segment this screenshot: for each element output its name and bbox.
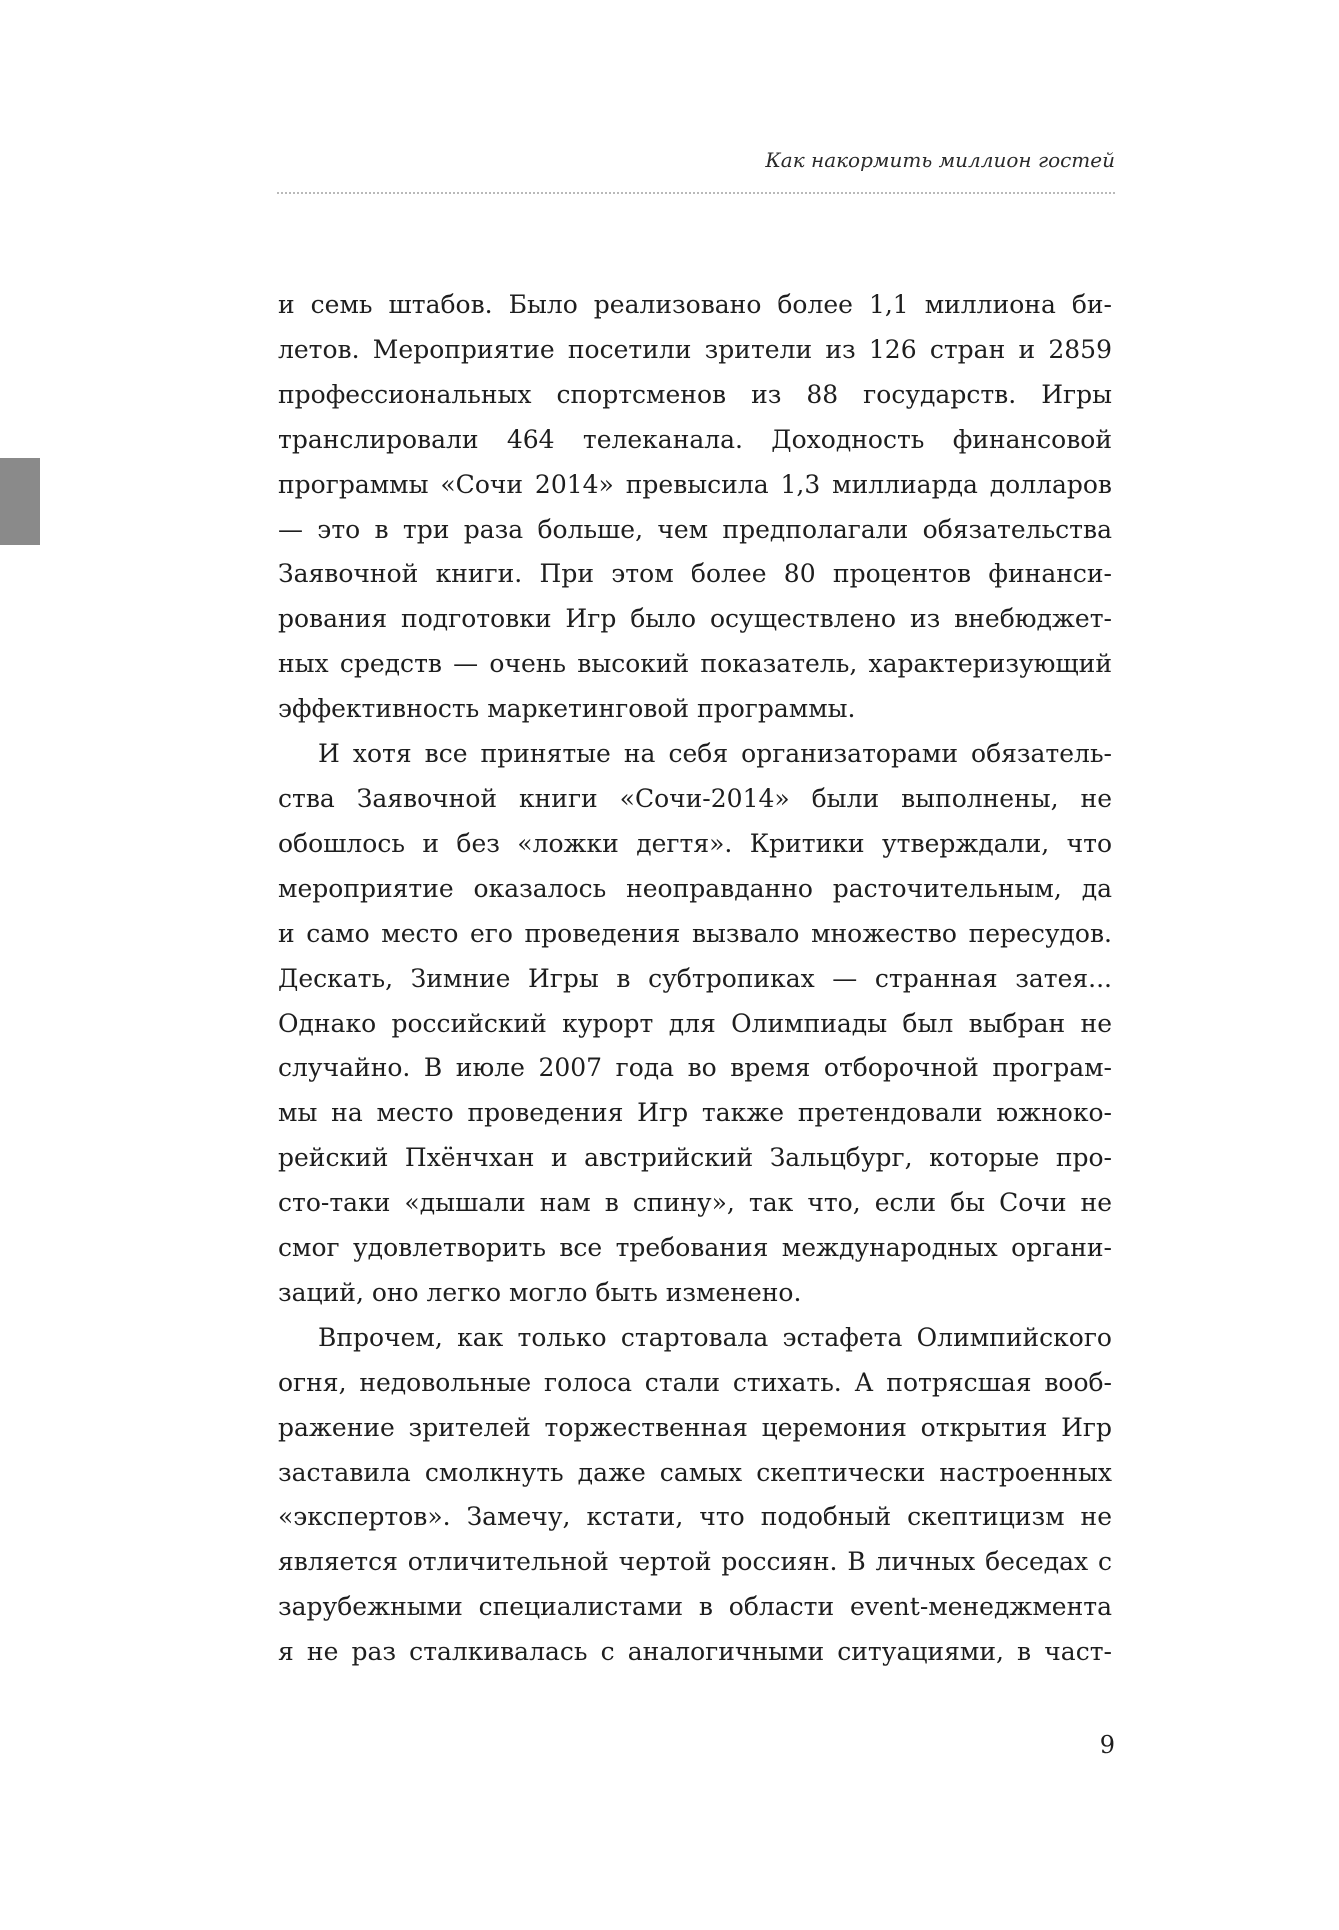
text-line: и семь штабов. Было реализовано более 1,1 миллиона би- [278,290,1112,319]
text-line: Впрочем, как только стартовала эстафета Олимпийского [318,1322,1112,1352]
text-line: профессиональных спортсменов из 88 государств. Игры [278,379,1112,409]
running-header: Как накормить миллион гостей [765,148,1115,172]
chapter-edge-tab [0,458,40,545]
paragraph-3 [278,1316,1112,1675]
header-divider [277,192,1115,194]
paragraph-1 [278,283,1112,732]
text-line: программы «Сочи 2014» превысила 1,3 миллиарда долларов [278,469,1112,499]
text-line: «экспертов». Замечу, кстати, что подобный скептицизм не [278,1502,1112,1532]
paragraph-2 [278,732,1112,1316]
text-line: транслировали 464 телеканала. Доходность финансовой [278,424,1112,454]
text-line: заставила смолкнуть даже самых скептически настроенных [278,1457,1112,1487]
text-line: летов. Мероприятие посетили зрители из 126 стран и 2859 [278,334,1112,364]
text-line: заций, оно легко могло быть изменено. [278,1277,802,1307]
text-line: ных средств — очень высокий показатель, характеризующий [278,649,1112,679]
text-line: я не раз сталкивалась с аналогичными ситуациями, в част- [278,1637,1112,1667]
text-line: огня, недовольные голоса стали стихать. А потрясшая вооб- [278,1367,1112,1397]
text-line: Однако российский курорт для Олимпиады был выбран не [278,1008,1112,1038]
text-line: обошлось и без «ложки дегтя». Критики утверждали, что [278,828,1112,858]
text-line: Дескать, Зимние Игры в субтропиках — странная затея... [278,963,1112,993]
page-number: 9 [1099,1731,1115,1759]
text-line: рования подготовки Игр было осуществлено из внебюджет- [278,604,1112,634]
text-line: и само место его проведения вызвало множество пересудов. [278,918,1112,948]
text-line: сто-таки «дышали нам в спину», так что, если бы Сочи не [278,1188,1112,1218]
body-text [278,283,1112,1675]
text-line: мероприятие оказалось неоправданно расточительным, да [278,873,1112,903]
text-line: является отличительной чертой россиян. В личных беседах с [278,1547,1112,1577]
text-line: И хотя все принятые на себя организаторами обязатель- [318,739,1112,769]
text-line: мы на место проведения Игр также претендовали южноко- [278,1098,1112,1128]
text-line: эффективность маркетинговой программы. [278,694,856,724]
text-line: — это в три раза больше, чем предполагали обязательства [278,514,1112,544]
text-line: ства Заявочной книги «Сочи-2014» были выполнены, не [278,783,1112,813]
text-line: рейский Пхёнчхан и австрийский Зальцбург, которые про- [278,1143,1112,1173]
text-line: ражение зрителей торжественная церемония открытия Игр [278,1412,1112,1442]
text-line: случайно. В июле 2007 года во время отборочной програм- [278,1053,1112,1083]
text-line: смог удовлетворить все требования международных органи- [278,1233,1112,1263]
text-line: зарубежными специалистами в области event-менеджмента [278,1592,1112,1622]
text-line: Заявочной книги. При этом более 80 процентов финанси- [278,559,1112,589]
